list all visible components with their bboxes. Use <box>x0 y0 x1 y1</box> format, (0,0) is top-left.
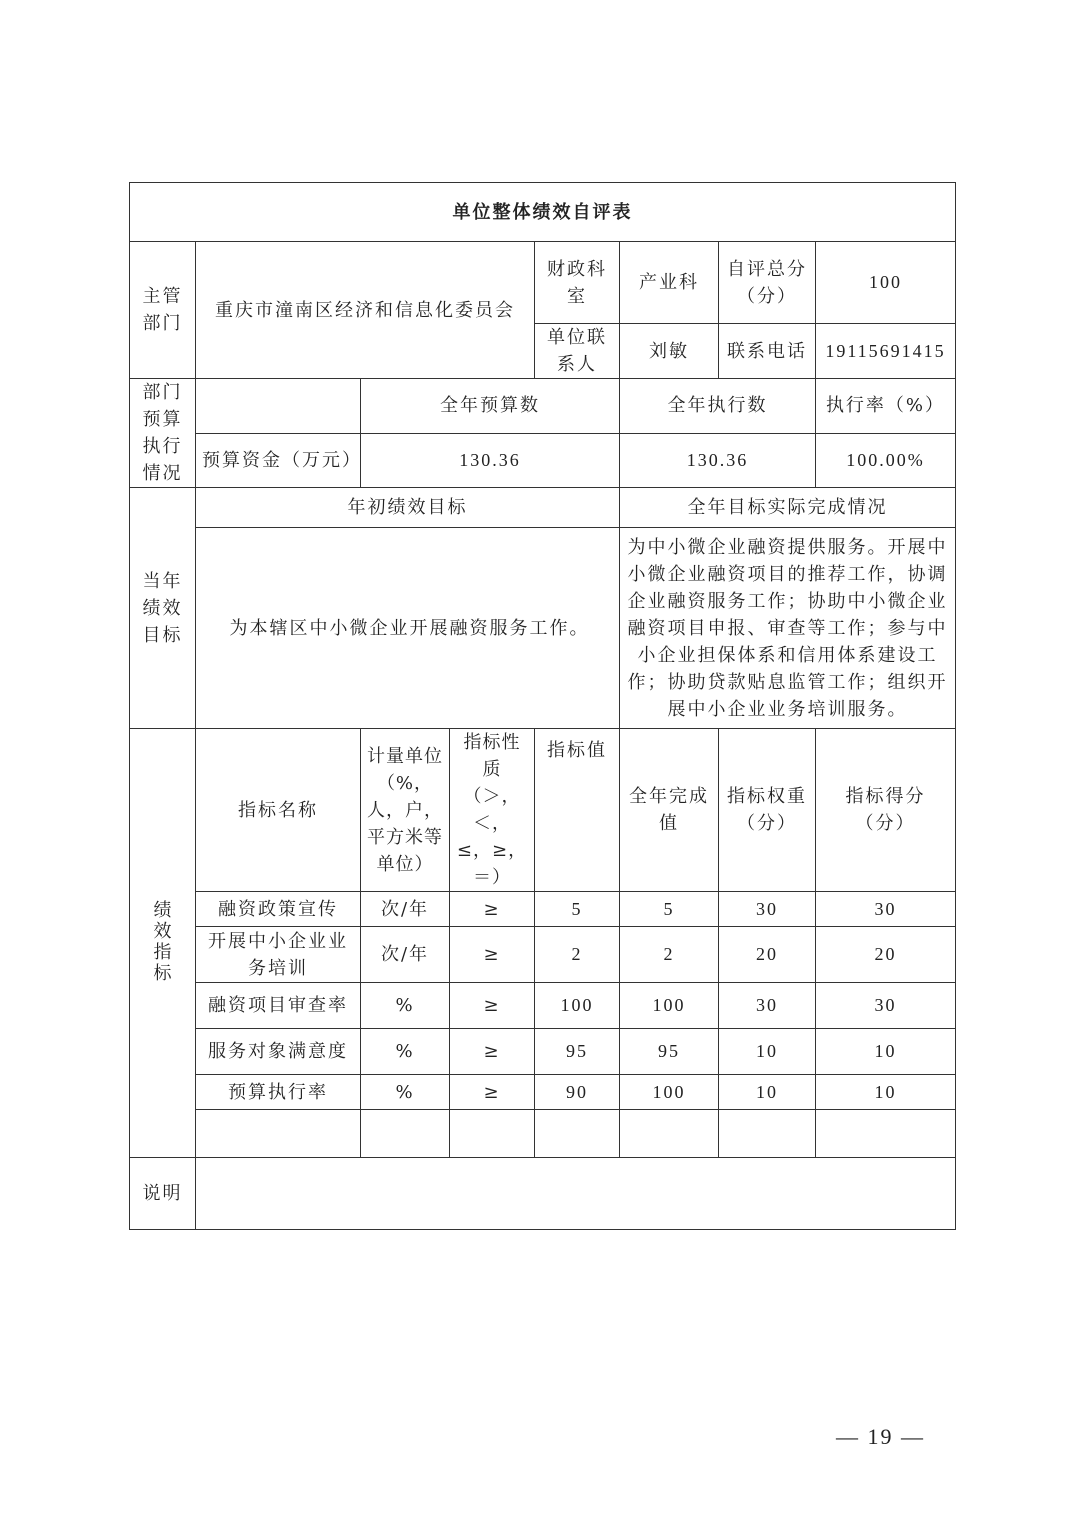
indicators-label-text: 绩效指标 <box>153 899 172 984</box>
phone-value: 19115691415 <box>816 324 956 379</box>
goal-initial-text: 为本辖区中小微企业开展融资服务工作。 <box>196 528 620 729</box>
goal-col-actual: 全年目标实际完成情况 <box>620 488 956 528</box>
page-number: — 19 — <box>836 1424 925 1449</box>
indicator-weight: 10 <box>719 1029 816 1075</box>
indicator-nature: ≥ <box>450 927 535 983</box>
indicator-value: 95 <box>535 1029 620 1075</box>
indicator-name: 预算执行率 <box>196 1075 361 1110</box>
table-row <box>130 1075 956 1110</box>
indicator-complete: 100 <box>620 983 719 1029</box>
indicator-weight: 20 <box>719 927 816 983</box>
indicator-nature: ≥ <box>450 892 535 927</box>
budget-value: 130.36 <box>361 433 620 488</box>
dept-label: 主管部门 <box>130 242 196 379</box>
indicators-label <box>130 729 196 1158</box>
table-row-empty <box>130 1110 956 1158</box>
table-row <box>130 927 956 983</box>
header-nature: 指标性质（＞，＜，≤，≥，＝） <box>450 729 535 892</box>
indicator-score: 20 <box>816 927 956 983</box>
indicator-value: 90 <box>535 1075 620 1110</box>
note-content <box>196 1158 956 1230</box>
phone-label: 联系电话 <box>719 324 816 379</box>
indicator-unit: 次/年 <box>361 927 450 983</box>
goal-actual-text: 为中小微企业融资提供服务。开展中小微企业融资项目的推荐工作，协调企业融资服务工作；协助中小微企业融资项目申报、审查等工作；参与中小企业担保体系和信用体系建设工作；协助贷款贴息监管工作；组织开展中小企业业务培训服务。 <box>620 528 956 729</box>
indicator-complete: 5 <box>620 892 719 927</box>
indicator-name: 融资项目审查率 <box>196 983 361 1029</box>
budget-col-annual: 全年预算数 <box>361 379 620 434</box>
note-label: 说明 <box>130 1158 196 1230</box>
indicator-unit: % <box>361 983 450 1029</box>
indicator-weight: 30 <box>719 892 816 927</box>
indicator-value: 5 <box>535 892 620 927</box>
finance-office-value: 产业科 <box>620 242 719 324</box>
indicator-weight: 30 <box>719 983 816 1029</box>
indicator-value: 100 <box>535 983 620 1029</box>
self-score-value: 100 <box>816 242 956 324</box>
indicator-nature: ≥ <box>450 983 535 1029</box>
table-title: 单位整体绩效自评表 <box>130 183 956 242</box>
header-score: 指标得分（分） <box>816 729 956 892</box>
goal-label: 当年绩效目标 <box>130 488 196 729</box>
rate-value: 100.00% <box>816 433 956 488</box>
budget-label: 部门预算执行情况 <box>130 379 196 488</box>
table-row <box>130 1029 956 1075</box>
goal-col-initial: 年初绩效目标 <box>196 488 620 528</box>
indicator-nature: ≥ <box>450 1029 535 1075</box>
indicator-value: 2 <box>535 927 620 983</box>
indicator-unit: 次/年 <box>361 892 450 927</box>
exec-value: 130.36 <box>620 433 816 488</box>
budget-row-label: 预算资金（万元） <box>196 433 361 488</box>
header-complete: 全年完成值 <box>620 729 719 892</box>
indicator-nature: ≥ <box>450 1075 535 1110</box>
contact-value: 刘敏 <box>620 324 719 379</box>
table-row <box>130 983 956 1029</box>
indicator-unit: % <box>361 1029 450 1075</box>
budget-col-exec: 全年执行数 <box>620 379 816 434</box>
indicator-complete: 100 <box>620 1075 719 1110</box>
header-value: 指标值 <box>535 729 620 892</box>
indicator-score: 30 <box>816 983 956 1029</box>
indicator-score: 30 <box>816 892 956 927</box>
budget-col-rate: 执行率（%） <box>816 379 956 434</box>
indicator-name: 服务对象满意度 <box>196 1029 361 1075</box>
indicator-complete: 2 <box>620 927 719 983</box>
header-weight: 指标权重（分） <box>719 729 816 892</box>
contact-label: 单位联系人 <box>535 324 620 379</box>
indicator-score: 10 <box>816 1029 956 1075</box>
header-indicator-name: 指标名称 <box>196 729 361 892</box>
self-score-label: 自评总分（分） <box>719 242 816 324</box>
indicator-score: 10 <box>816 1075 956 1110</box>
indicator-name: 融资政策宣传 <box>196 892 361 927</box>
indicator-name: 开展中小企业业务培训 <box>196 927 361 983</box>
table-row <box>130 892 956 927</box>
performance-self-evaluation-table <box>129 182 956 1230</box>
indicator-unit: % <box>361 1075 450 1110</box>
indicator-weight: 10 <box>719 1075 816 1110</box>
header-unit: 计量单位（%，人，户，平方米等单位） <box>361 729 450 892</box>
indicator-complete: 95 <box>620 1029 719 1075</box>
finance-office-label: 财政科室 <box>535 242 620 324</box>
budget-blank-header <box>196 379 361 434</box>
dept-name: 重庆市潼南区经济和信息化委员会 <box>196 242 535 379</box>
